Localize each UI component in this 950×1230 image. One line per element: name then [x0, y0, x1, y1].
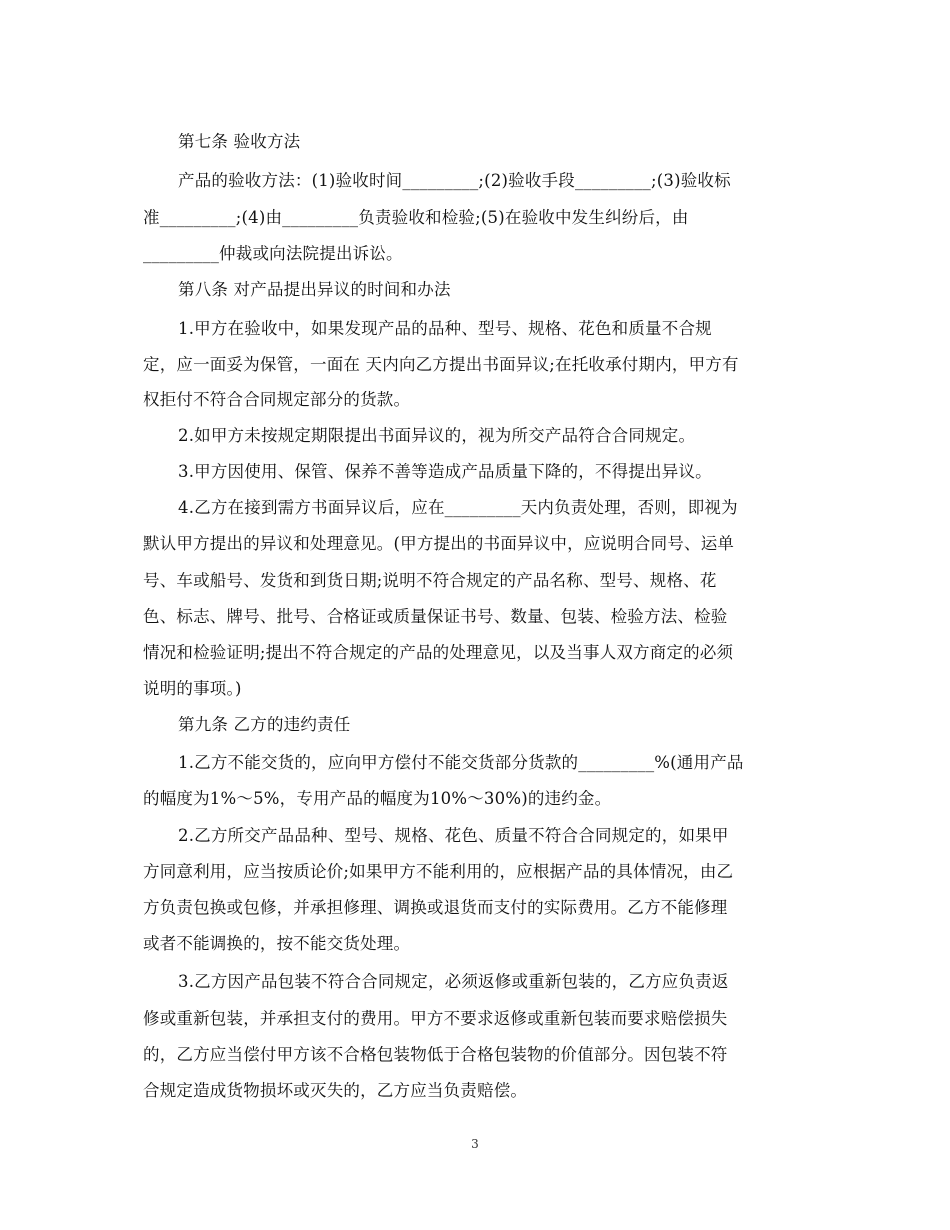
section-heading-8: 第八条 对产品提出异议的时间和办法: [178, 280, 451, 299]
paragraph-line: 说明的事项。): [143, 679, 242, 698]
paragraph-line: 情况和检验证明;提出不符合规定的产品的处理意见，以及当事人双方商定的必须: [143, 643, 734, 662]
paragraph-line: 3.甲方因使用、保管、保养不善等造成产品质量下降的，不得提出异议。: [178, 462, 712, 481]
paragraph-line: 的幅度为1%～5%，专用产品的幅度为10%～30%)的违约金。: [143, 789, 612, 808]
section-heading-7: 第七条 验收方法: [178, 132, 301, 151]
paragraph-line: 2.如甲方未按规定期限提出书面异议的，视为所交产品符合合同规定。: [178, 426, 696, 445]
section-heading-9: 第九条 乙方的违约责任: [178, 715, 351, 734]
paragraph-line: 1.乙方不能交货的，应向甲方偿付不能交货部分货款的_________%(通用产品: [178, 753, 744, 772]
paragraph-line: 或者不能调换的，按不能交货处理。: [143, 934, 411, 953]
paragraph-line: 4.乙方在接到需方书面异议后，应在_________天内负责处理，否则，即视为: [178, 498, 738, 517]
page-number: 3: [471, 1137, 479, 1151]
paragraph-line: 产品的验收方法：(1)验收时间_________;(2)验收手段_________;(3)验收标: [178, 171, 731, 190]
paragraph-line: 号、车或船号、发货和到货日期;说明不符合规定的产品名称、型号、规格、花: [143, 571, 717, 590]
paragraph-line: 方负责包换或包修，并承担修理、调换或退货而支付的实际费用。乙方不能修理: [143, 898, 728, 917]
paragraph-line: 定，应一面妥为保管，一面在 天内向乙方提出书面异议;在托收承付期内，甲方有: [143, 355, 739, 374]
paragraph-line: 1.甲方在验收中，如果发现产品的品种、型号、规格、花色和质量不合规: [178, 319, 712, 338]
paragraph-line: _________仲裁或向法院提出诉讼。: [143, 244, 403, 263]
paragraph-line: 修或重新包装，并承担支付的费用。甲方不要求返修或重新包装而要求赔偿损失: [143, 1009, 728, 1028]
paragraph-line: 权拒付不符合合同规定部分的货款。: [143, 390, 411, 409]
paragraph-line: 合规定造成货物损坏或灭失的，乙方应当负责赔偿。: [143, 1081, 528, 1100]
paragraph-line: 默认甲方提出的异议和处理意见。(甲方提出的书面异议中，应说明合同号、运单: [143, 534, 735, 553]
paragraph-line: 色、标志、牌号、批号、合格证或质量保证书号、数量、包装、检验方法、检验: [143, 607, 728, 626]
paragraph-line: 3.乙方因产品包装不符合合同规定，必须返修或重新包装的，乙方应负责返: [178, 972, 729, 991]
paragraph-line: 方同意利用，应当按质论价;如果甲方不能利用的，应根据产品的具体情况，由乙: [143, 862, 734, 881]
paragraph-line: 准_________;(4)由_________负责验收和检验;(5)在验收中发生纠纷后，由: [143, 208, 689, 227]
paragraph-line: 2.乙方所交产品品种、型号、规格、花色、质量不符合合同规定的，如果甲: [178, 826, 729, 845]
paragraph-line: 的，乙方应当偿付甲方该不合格包装物低于合格包装物的价值部分。因包装不符: [143, 1045, 728, 1064]
